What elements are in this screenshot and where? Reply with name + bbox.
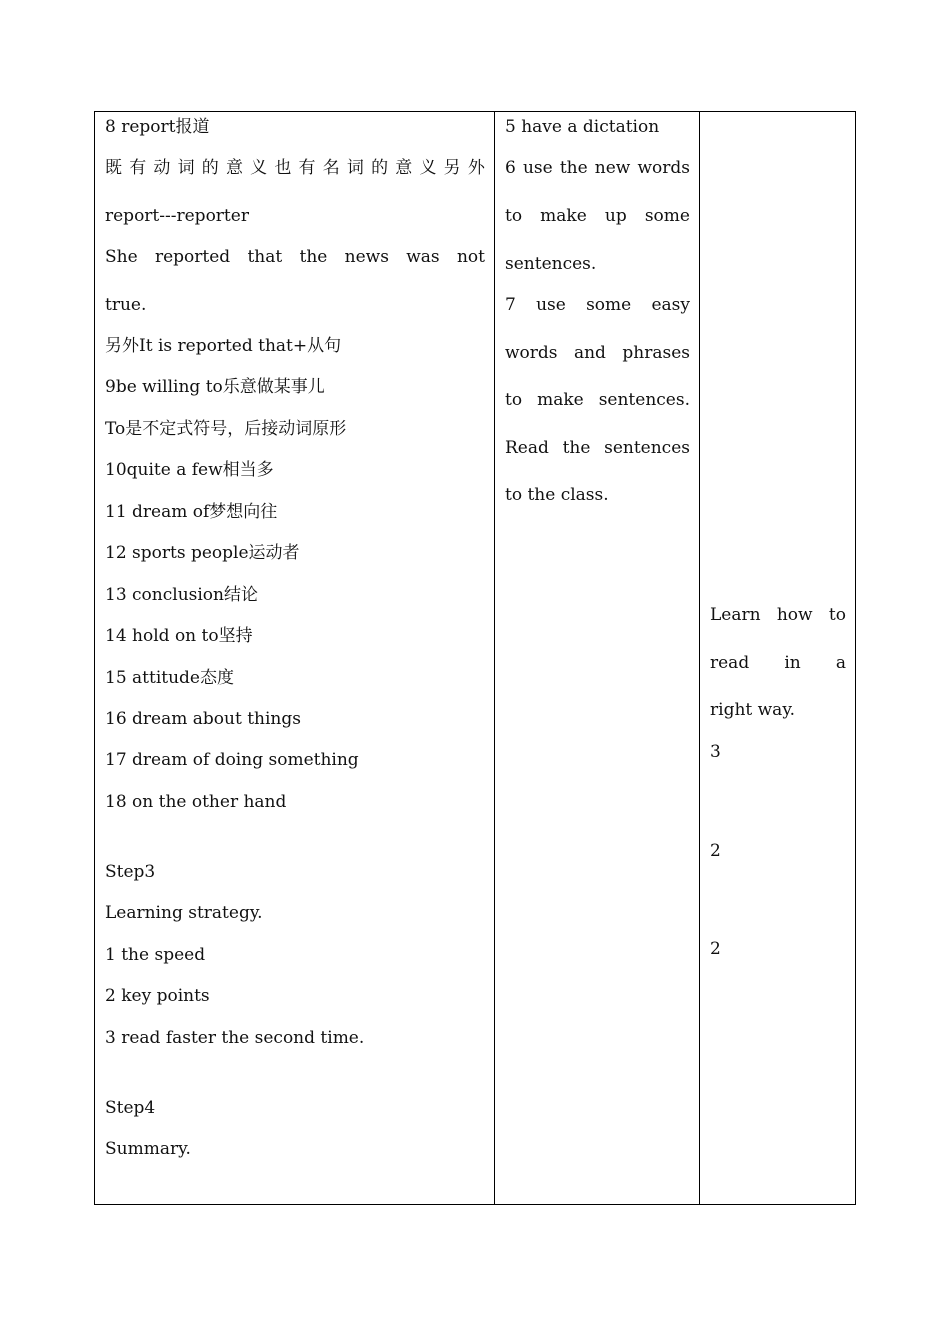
example-sentence: true.: [105, 295, 147, 315]
step-heading: Step4: [105, 1098, 156, 1118]
word: some: [644, 206, 690, 226]
word: 另: [443, 158, 461, 178]
word: 意: [225, 158, 243, 178]
activity-line: [505, 158, 690, 178]
word: 的: [201, 158, 219, 178]
step-heading: Step3: [105, 862, 156, 882]
lesson-table: [94, 111, 856, 1205]
word: 名: [322, 158, 340, 178]
aim-line: right way.: [710, 700, 796, 720]
vocab-note: To是不定式符号，后接动词原形: [105, 419, 347, 439]
word: use: [536, 295, 566, 315]
activity-line: [505, 295, 690, 315]
column-divider: [699, 112, 700, 1204]
word: and: [573, 343, 606, 363]
word: 词: [177, 158, 195, 178]
word: make: [540, 206, 587, 226]
vocab-note: 另外It is reported that+从句: [105, 336, 342, 356]
word: 义: [419, 158, 437, 178]
vocab-item: 13 conclusion结论: [105, 585, 258, 605]
activity-line: [505, 343, 690, 363]
word: 意: [395, 158, 413, 178]
vocab-item: 11 dream of梦想向往: [105, 502, 278, 522]
activity-line: to the class.: [505, 485, 609, 505]
word: new: [594, 158, 631, 178]
word: up: [604, 206, 627, 226]
step-title: Summary.: [105, 1139, 191, 1159]
word: was: [406, 247, 440, 267]
word: easy: [651, 295, 690, 315]
activity-line: 5 have a dictation: [505, 117, 660, 137]
time-value: 2: [710, 841, 721, 861]
content-column: [105, 112, 485, 1204]
word: words: [505, 343, 558, 363]
word: Read: [505, 438, 549, 458]
activity-line: [505, 206, 690, 226]
strategy-item: 3 read faster the second time.: [105, 1028, 365, 1048]
word: use: [522, 158, 553, 178]
word: the: [559, 158, 588, 178]
strategy-item: 2 key points: [105, 986, 210, 1006]
aim-line: [710, 653, 846, 673]
word: read: [710, 653, 750, 673]
activity-line: [505, 390, 690, 410]
word: 有: [298, 158, 316, 178]
word: a: [835, 653, 846, 673]
word: reported: [154, 247, 231, 267]
vocab-note: [105, 158, 485, 178]
time-value: 3: [710, 742, 721, 762]
word: to: [505, 390, 523, 410]
aim-line: [710, 605, 846, 625]
vocab-item: 8 report报道: [105, 117, 210, 137]
vocab-item: 18 on the other hand: [105, 792, 287, 812]
word: 义: [250, 158, 268, 178]
word: phrases: [622, 343, 690, 363]
word: sentences.: [598, 390, 690, 410]
word: sentences: [604, 438, 690, 458]
vocab-note: report---reporter: [105, 206, 249, 226]
word: She: [105, 247, 138, 267]
word: the: [562, 438, 591, 458]
vocab-item: 17 dream of doing something: [105, 750, 359, 770]
word: 7: [505, 295, 516, 315]
word: the: [299, 247, 328, 267]
word: 词: [346, 158, 364, 178]
word: Learn: [710, 605, 761, 625]
word: 外: [467, 158, 485, 178]
vocab-item: 14 hold on to坚持: [105, 626, 253, 646]
step-title: Learning strategy.: [105, 903, 263, 923]
word: news: [344, 247, 389, 267]
activity-line: [505, 438, 690, 458]
word: words: [637, 158, 690, 178]
word: 有: [129, 158, 147, 178]
vocab-item: 15 attitude态度: [105, 668, 234, 688]
word: 也: [274, 158, 292, 178]
word: 的: [371, 158, 389, 178]
word: not: [456, 247, 485, 267]
word: that: [247, 247, 283, 267]
word: 既: [105, 158, 122, 178]
word: to: [505, 206, 523, 226]
word: how: [776, 605, 813, 625]
column-divider: [494, 112, 495, 1204]
activity-line: sentences.: [505, 254, 597, 274]
vocab-item: 12 sports people运动者: [105, 543, 300, 563]
word: to: [828, 605, 846, 625]
vocab-item: 10quite a few相当多: [105, 460, 274, 480]
word: make: [537, 390, 584, 410]
word: 动: [153, 158, 171, 178]
example-sentence: [105, 247, 485, 267]
aim-column: [710, 112, 846, 1204]
vocab-item: 16 dream about things: [105, 709, 301, 729]
time-value: 2: [710, 939, 721, 959]
word: 6: [505, 158, 516, 178]
word: some: [586, 295, 632, 315]
word: in: [784, 653, 801, 673]
strategy-item: 1 the speed: [105, 945, 206, 965]
vocab-item: 9be willing to乐意做某事儿: [105, 377, 325, 397]
activity-column: [505, 112, 690, 1204]
